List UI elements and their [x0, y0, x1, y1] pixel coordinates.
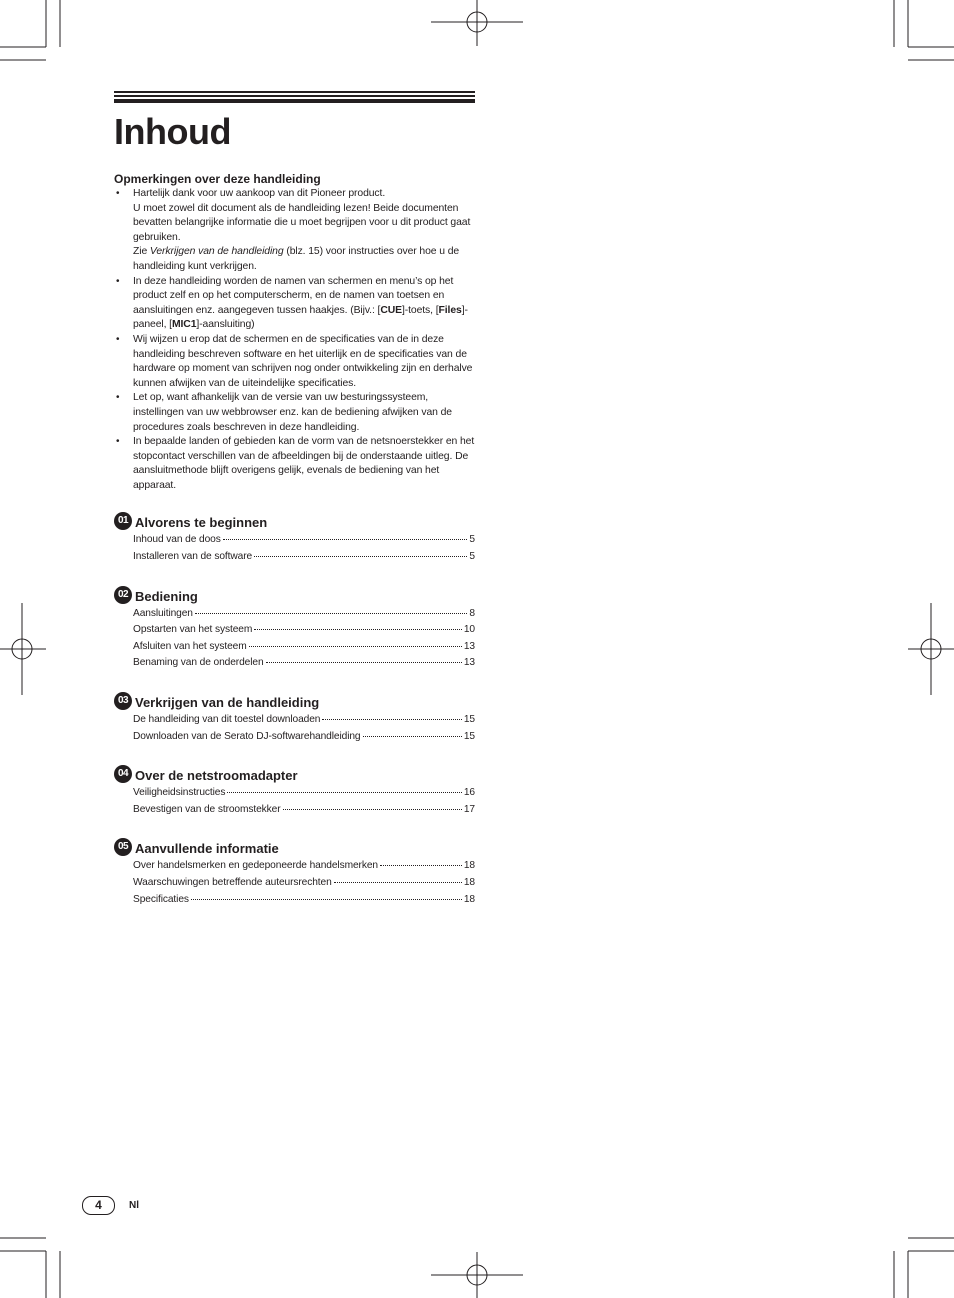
- list-item: • In bepaalde landen of gebieden kan de vorm van de netsnoerstekker en het stopcontact verschillen van de afbeeldingen bij de onderstaande uitleg. De aansluitmethode blijft overigens gelijk, evenals de bediening van het apparaat.: [114, 435, 475, 493]
- toc-entry-label: Aansluitingen: [133, 607, 193, 619]
- list-item: • In deze handleiding worden de namen van schermen en menu’s op het product zelf en op het computerscherm, en de namen van toetsen en aansluitingen enz. aangegeven tussen haakjes. (Bijv.: [CUE]-toets, [Files]-paneel, [MIC1]-aansluiting): [114, 275, 475, 333]
- toc-entry-page: 13: [463, 640, 475, 652]
- dot-leader: [254, 546, 467, 557]
- toc-section: [114, 511, 475, 564]
- toc-section: [114, 691, 475, 744]
- list-item: • Hartelijk dank voor uw aankoop van dit Pioneer product. U moet zowel dit document als de handleiding lezen! Beide documenten bevatten belangrijke informatie die u moet begrijpen voor u dit product gaat gebruiken. Zie Verkrijgen van de handleiding (blz. 15) voor instructies over hoe u de handleiding kunt verkrijgen.: [114, 187, 475, 275]
- toc-entry-label: Opstarten van het systeem: [133, 624, 253, 636]
- section-title: Aanvullende informatie: [135, 841, 279, 857]
- table-of-contents: [114, 511, 475, 907]
- section-title: Bediening: [135, 588, 198, 604]
- page-title: Inhoud: [114, 111, 231, 152]
- section-title: Alvorens te beginnen: [135, 515, 268, 531]
- section-number-badge: 03: [114, 692, 132, 710]
- section-heading: [114, 837, 475, 857]
- toc-entry-label: Inhoud van de doos: [133, 534, 221, 546]
- language-code: Nl: [129, 1200, 139, 1211]
- dot-leader: [283, 799, 462, 810]
- section-number-badge: 01: [114, 512, 132, 530]
- list-item: • Wij wijzen u erop dat de schermen en de specificaties van de in deze handleiding beschreven software en het uiterlijk en de specificaties van de hardware op moment van schrijven nog onder ontwikkeling zijn en derhalve kunnen afwijken van de uiteindelijke specificaties.: [114, 333, 475, 391]
- section-title: Over de netstroomadapter: [135, 768, 298, 784]
- toc-entry-label: Over handelsmerken en gedeponeerde handelsmerken: [133, 860, 378, 872]
- toc-entry-page: 8: [469, 607, 475, 619]
- dot-leader: [249, 636, 462, 647]
- toc-entry-page: 10: [463, 624, 475, 636]
- notes-list: [114, 187, 475, 493]
- toc-entry-page: 18: [463, 860, 475, 872]
- toc-section: [114, 764, 475, 817]
- page-footer: [82, 1196, 139, 1215]
- dot-leader: [380, 855, 462, 866]
- notes-title: Opmerkingen over deze handleiding: [114, 172, 321, 186]
- dot-leader: [191, 889, 462, 900]
- toc-entry-label: Waarschuwingen betreffende auteursrechten: [133, 877, 332, 888]
- toc-entry-label: Bevestigen van de stroomstekker: [133, 803, 281, 815]
- toc-entry-page: 17: [463, 803, 475, 815]
- toc-entry-label: Installeren van de software: [133, 551, 253, 563]
- toc-entry-page: 13: [463, 657, 475, 669]
- toc-entry-label: De handleiding van dit toestel downloaden: [133, 714, 321, 726]
- content-column: [114, 90, 475, 907]
- title-rules: [114, 90, 475, 104]
- toc-entry[interactable]: [133, 801, 475, 818]
- toc-entry[interactable]: [133, 891, 475, 908]
- dot-leader: [223, 529, 468, 540]
- toc-entry[interactable]: [133, 548, 475, 565]
- manual-reference: Verkrijgen van de handleiding: [149, 246, 284, 258]
- toc-section: [114, 585, 475, 671]
- toc-entry-page: 5: [469, 551, 475, 563]
- toc-entry-page: 18: [463, 877, 475, 888]
- dot-leader: [322, 709, 462, 720]
- page-number: 4: [82, 1196, 115, 1215]
- toc-entry-label: Specificaties: [133, 893, 189, 905]
- toc-entry-label: Downloaden van de Serato DJ-softwarehandleiding: [133, 730, 361, 742]
- section-heading: [114, 511, 475, 531]
- toc-entry-label: Veiligheidsinstructies: [133, 787, 226, 799]
- toc-entry[interactable]: [133, 728, 475, 745]
- toc-entry-label: Afsluiten van het systeem: [133, 640, 247, 652]
- dot-leader: [254, 619, 462, 630]
- section-heading: [114, 691, 475, 711]
- toc-entry-label: Benaming van de onderdelen: [133, 657, 264, 669]
- dot-leader: [363, 726, 462, 737]
- section-heading: [114, 764, 475, 784]
- toc-entry-page: 18: [463, 893, 475, 905]
- toc-entry-page: 15: [463, 714, 475, 726]
- list-item: • Let op, want afhankelijk van de versie van uw besturingssysteem, instellingen van uw webbrowser enz. kan de bediening afwijken van de procedures zoals beschreven in deze handleiding.: [114, 391, 475, 435]
- toc-entry-page: 15: [463, 730, 475, 742]
- toc-entry[interactable]: [133, 654, 475, 671]
- section-number-badge: 02: [114, 586, 132, 604]
- dot-leader: [334, 872, 462, 883]
- dot-leader: [195, 603, 468, 614]
- dot-leader: [227, 782, 461, 793]
- toc-entry-page: 16: [463, 787, 475, 799]
- toc-entry-page: 5: [469, 534, 475, 546]
- section-title: Verkrijgen van de handleiding: [135, 695, 320, 711]
- section-number-badge: 05: [114, 838, 132, 856]
- dot-leader: [266, 652, 462, 663]
- section-heading: [114, 585, 475, 605]
- section-number-badge: 04: [114, 765, 132, 783]
- toc-section: [114, 837, 475, 907]
